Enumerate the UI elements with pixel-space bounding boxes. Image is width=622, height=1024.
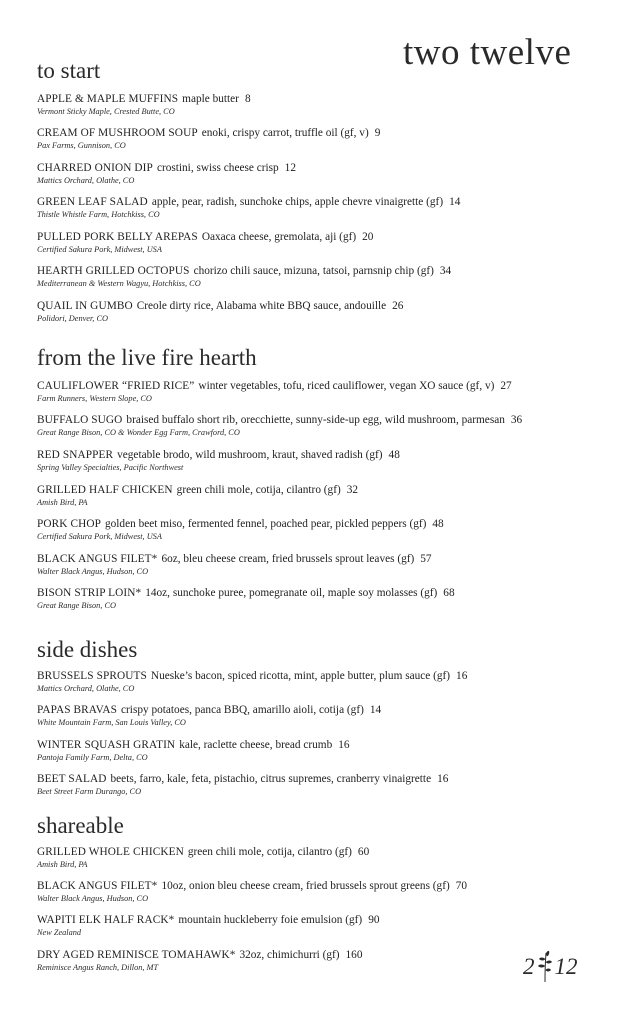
- item-description: maple butter: [182, 93, 239, 105]
- item-name: DRY AGED REMINISCE TOMAHAWK*: [37, 949, 236, 961]
- menu-item: [37, 773, 597, 797]
- menu-item: [37, 739, 597, 763]
- menu-item: [37, 196, 597, 220]
- section-title-to-start: to start: [37, 58, 101, 83]
- item-description: enoki, crispy carrot, truffle oil (gf, v): [201, 127, 369, 139]
- item-description: braised buffalo short rib, orecchiette, sunny-side-up egg, wild mushroom, parmesan: [126, 414, 505, 426]
- item-price: 20: [362, 231, 374, 243]
- menu-item: [37, 553, 597, 577]
- item-price: 8: [244, 93, 251, 105]
- footer-logo-left: 2: [523, 954, 535, 979]
- item-name: PORK CHOP: [37, 518, 101, 530]
- menu-item: [37, 587, 597, 611]
- item-price: 16: [338, 739, 350, 751]
- item-name: QUAIL IN GUMBO: [37, 300, 133, 312]
- item-source: Reminisce Angus Ranch, Dillon, MT: [37, 963, 159, 972]
- item-source: Vermont Sticky Maple, Crested Butte, CO: [37, 107, 175, 116]
- brand-title: two twelve: [403, 32, 572, 73]
- item-source: Pax Farms, Gunnison, CO: [37, 141, 126, 150]
- item-description: 14oz, sunchoke puree, pomegranate oil, maple soy molasses (gf): [145, 587, 438, 599]
- menu-item: [37, 914, 597, 938]
- menu-item: [37, 949, 597, 973]
- item-name: BRUSSELS SPROUTS: [37, 670, 147, 682]
- item-price: 68: [443, 587, 455, 599]
- item-name: HEARTH GRILLED OCTOPUS: [37, 265, 190, 277]
- item-name: BISON STRIP LOIN*: [37, 587, 142, 599]
- menu-item: [37, 846, 597, 870]
- menu-item: [37, 380, 597, 404]
- item-source: Amish Bird, PA: [37, 860, 88, 869]
- item-name: WINTER SQUASH GRATIN: [37, 739, 176, 751]
- item-price: 26: [392, 300, 404, 312]
- menu-item: [37, 162, 597, 186]
- menu-item: [37, 127, 597, 151]
- item-description: apple, pear, radish, sunchoke chips, apple chevre vinaigrette (gf): [151, 196, 444, 208]
- item-name: BLACK ANGUS FILET*: [37, 880, 158, 892]
- menu-item: [37, 484, 597, 508]
- item-description: kale, raclette cheese, bread crumb: [179, 739, 333, 751]
- item-name: APPLE & MAPLE MUFFINS: [37, 93, 179, 105]
- item-name: GREEN LEAF SALAD: [37, 196, 148, 208]
- item-description: 32oz, chimichurri (gf): [239, 949, 340, 961]
- item-source: Walter Black Angus, Hudson, CO: [37, 894, 149, 903]
- item-description: Oaxaca cheese, gremolata, aji (gf): [201, 231, 357, 243]
- item-name: PAPAS BRAVAS: [37, 704, 118, 716]
- item-description: golden beet miso, fermented fennel, poached pear, pickled peppers (gf): [105, 518, 427, 530]
- item-description: winter vegetables, tofu, riced cauliflower, vegan XO sauce (gf, v): [198, 380, 495, 392]
- item-source: Farm Runners, Western Slope, CO: [37, 394, 152, 403]
- item-price: 16: [456, 670, 468, 682]
- menu-item: [37, 300, 597, 324]
- item-description: vegetable brodo, wild mushroom, kraut, shaved radish (gf): [117, 449, 383, 461]
- leaf-sprig-icon: [536, 949, 554, 983]
- item-price: 36: [510, 414, 523, 426]
- item-source: Certified Sakura Pork, Midwest, USA: [37, 532, 162, 541]
- section-title-shareable: shareable: [37, 813, 124, 838]
- menu-item: [37, 93, 597, 117]
- item-name: GRILLED WHOLE CHICKEN: [37, 846, 184, 858]
- item-description: crispy potatoes, panca BBQ, amarillo aioli, cotija (gf): [121, 704, 364, 716]
- item-price: 16: [437, 773, 449, 785]
- menu-item: [37, 880, 597, 904]
- item-price: 14: [449, 196, 461, 208]
- item-name: BLACK ANGUS FILET*: [37, 553, 158, 565]
- item-description: green chili mole, cotija, cilantro (gf): [176, 484, 341, 496]
- item-source: Amish Bird, PA: [37, 498, 88, 507]
- item-source: Mattics Orchard, Olathe, CO: [37, 684, 135, 693]
- item-description: Nueske’s bacon, spiced ricotta, mint, apple butter, plum sauce (gf): [150, 670, 451, 682]
- item-price: 160: [345, 949, 363, 961]
- section-title-live-fire-hearth: from the live fire hearth: [37, 345, 257, 370]
- item-price: 34: [439, 265, 452, 277]
- item-source: Walter Black Angus, Hudson, CO: [37, 567, 149, 576]
- item-name: PULLED PORK BELLY AREPAS: [37, 231, 198, 243]
- item-source: Mattics Orchard, Olathe, CO: [37, 176, 135, 185]
- item-source: Polidori, Denver, CO: [37, 314, 108, 323]
- menu-item: [37, 231, 597, 255]
- menu-item: [37, 414, 597, 438]
- item-description: 6oz, bleu cheese cream, fried brussels sprout leaves (gf): [161, 553, 415, 565]
- footer-logo: [523, 955, 578, 983]
- menu-item: [37, 704, 597, 728]
- item-description: green chili mole, cotija, cilantro (gf): [187, 846, 352, 858]
- item-price: 14: [369, 704, 382, 716]
- section-title-side-dishes: side dishes: [37, 637, 138, 662]
- item-source: New Zealand: [37, 928, 82, 937]
- menu-item: [37, 518, 597, 542]
- item-name: CAULIFLOWER “FRIED RICE”: [37, 380, 195, 392]
- item-description: 10oz, onion bleu cheese cream, fried brussels sprout greens (gf): [161, 880, 450, 892]
- item-price: 27: [500, 380, 512, 392]
- item-source: Great Range Bison, CO: [37, 601, 116, 610]
- item-description: mountain huckleberry foie emulsion (gf): [178, 914, 363, 926]
- item-price: 12: [284, 162, 296, 174]
- menu-item: [37, 449, 597, 473]
- item-name: WAPITI ELK HALF RACK*: [37, 914, 175, 926]
- item-price: 60: [357, 846, 370, 858]
- item-source: Mediterranean & Western Wagyu, Hotchkiss, CO: [37, 279, 201, 288]
- item-description: chorizo chili sauce, mizuna, tatsoi, parnsnip chip (gf): [193, 265, 434, 277]
- item-source: White Mountain Farm, San Louis Valley, CO: [37, 718, 186, 727]
- menu-item: [37, 265, 597, 289]
- item-source: Thistle Whistle Farm, Hotchkiss, CO: [37, 210, 160, 219]
- item-description: beets, farro, kale, feta, pistachio, citrus supremes, cranberry vinaigrette: [110, 773, 432, 785]
- item-source: Pantoja Family Farm, Delta, CO: [37, 753, 148, 762]
- item-description: Creole dirty rice, Alabama white BBQ sauce, andouille: [136, 300, 387, 312]
- item-source: Certified Sakura Pork, Midwest, USA: [37, 245, 162, 254]
- item-source: Beet Street Farm Durango, CO: [37, 787, 142, 796]
- item-name: BUFFALO SUGO: [37, 414, 123, 426]
- item-price: 48: [432, 518, 444, 530]
- item-price: 57: [420, 553, 432, 565]
- item-source: Spring Valley Specialties, Pacific Northwest: [37, 463, 184, 472]
- item-price: 70: [455, 880, 468, 892]
- item-name: CHARRED ONION DIP: [37, 162, 153, 174]
- item-price: 48: [388, 449, 400, 461]
- item-source: Great Range Bison, CO & Wonder Egg Farm, Crawford, CO: [37, 428, 240, 437]
- footer-logo-right: 12: [554, 954, 578, 979]
- item-price: 90: [368, 914, 380, 926]
- item-name: BEET SALAD: [37, 773, 107, 785]
- item-name: GRILLED HALF CHICKEN: [37, 484, 173, 496]
- item-description: crostini, swiss cheese crisp: [156, 162, 279, 174]
- menu-item: [37, 670, 597, 694]
- item-name: RED SNAPPER: [37, 449, 114, 461]
- item-price: 9: [374, 127, 381, 139]
- item-name: CREAM OF MUSHROOM SOUP: [37, 127, 198, 139]
- item-price: 32: [346, 484, 359, 496]
